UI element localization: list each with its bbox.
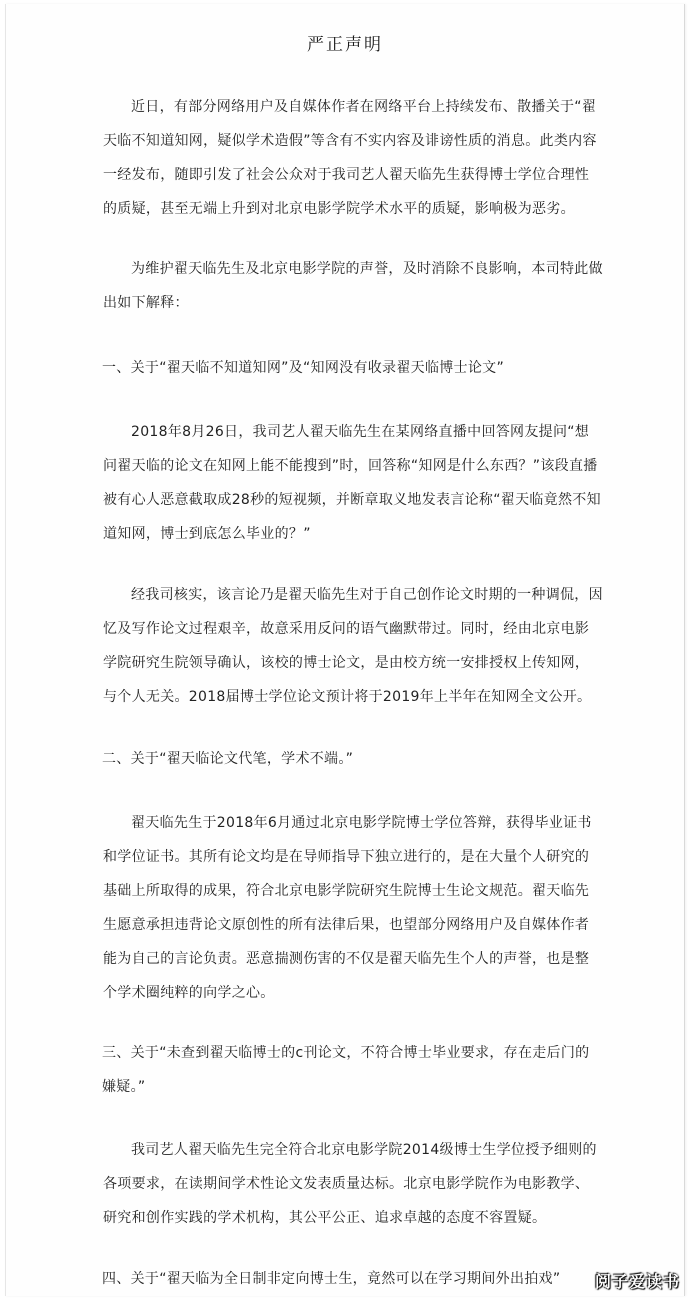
document-page	[5, 4, 685, 1296]
section-heading-4: 四、关于“翟天临为全日制非定向博士生，竟然可以在学习期间外出拍戏”	[102, 1271, 561, 1287]
paragraph-section-3: 我司艺人翟天临先生完全符合北京电影学院2014级博士生学位授予细则的各项要求，在读期间学术性论文发表质量达标。北京电影学院作为电影教学、研究和创作实践的学术机构，其公平公正、追求卓越的态度不容置疑。	[103, 1142, 597, 1226]
paragraph-section-1-b: 经我司核实，该言论乃是翟天临先生对于自己创作论文时期的一种调侃，因忆及写作论文过程艰辛，故意采用反问的语气幽默带过。同时，经由北京电影学院研究生院领导确认，该校的博士论文，是由校方统一安排授权上传知网，与个人无关。2018届博士学位论文预计将于2019年上半年在知网全文公开。	[103, 587, 603, 705]
section-heading-1: 一、关于“翟天临不知道知网”及“知网没有收录翟天临博士论文”	[102, 360, 505, 376]
paragraph-section-2: 翟天临先生于2018年6月通过北京电影学院博士学位答辩，获得毕业证书和学位证书。其所有论文均是在导师指导下独立进行的，是在大量个人研究的基础上所取得的成果，符合北京电影学院研究生院博士生论文规范。翟天临先生愿意承担违背论文原创性的所有法律后果，也望部分网络用户及自媒体作者能为自己的言论负责。恶意揣测伤害的不仅是翟天临先生个人的声誉，也是整个学术圈纯粹的向学之心。	[103, 815, 592, 1001]
section-heading-3: 三、关于“未查到翟天临博士的c刊论文，不符合博士毕业要求，存在走后门的嫌疑。”	[102, 1045, 590, 1095]
paragraph-purpose: 为维护翟天临先生及北京电影学院的声誉，及时消除不良影响，本司特此做出如下解释：	[103, 261, 603, 311]
paragraph-section-1-a: 2018年8月26日，我司艺人翟天临先生在某网络直播中回答网友提问“想问翟天临的论文在知网上能不能搜到”时，回答称“知网是什么东西？”该段直播被有心人恶意截取成28秒的短视频，并断章取义地发表言论称“翟天临竟然不知道知网，博士到底怎么毕业的？”	[103, 424, 601, 542]
document-title: 严正声明	[307, 35, 383, 55]
section-heading-2: 二、关于“翟天临论文代笔，学术不端。”	[102, 751, 354, 767]
paragraph-intro: 近日，有部分网络用户及自媒体作者在网络平台上持续发布、散播关于“翟天临不知道知网，疑似学术造假”等含有不实内容及诽谤性质的消息。此类内容一经发布，随即引发了社会公众对于我司艺人翟天临先生获得博士学位合理性的质疑，甚至无端上升到对北京电影学院学术水平的质疑，影响极为恶劣。	[103, 99, 597, 217]
watermark: 阅子爱读书	[594, 1272, 680, 1291]
